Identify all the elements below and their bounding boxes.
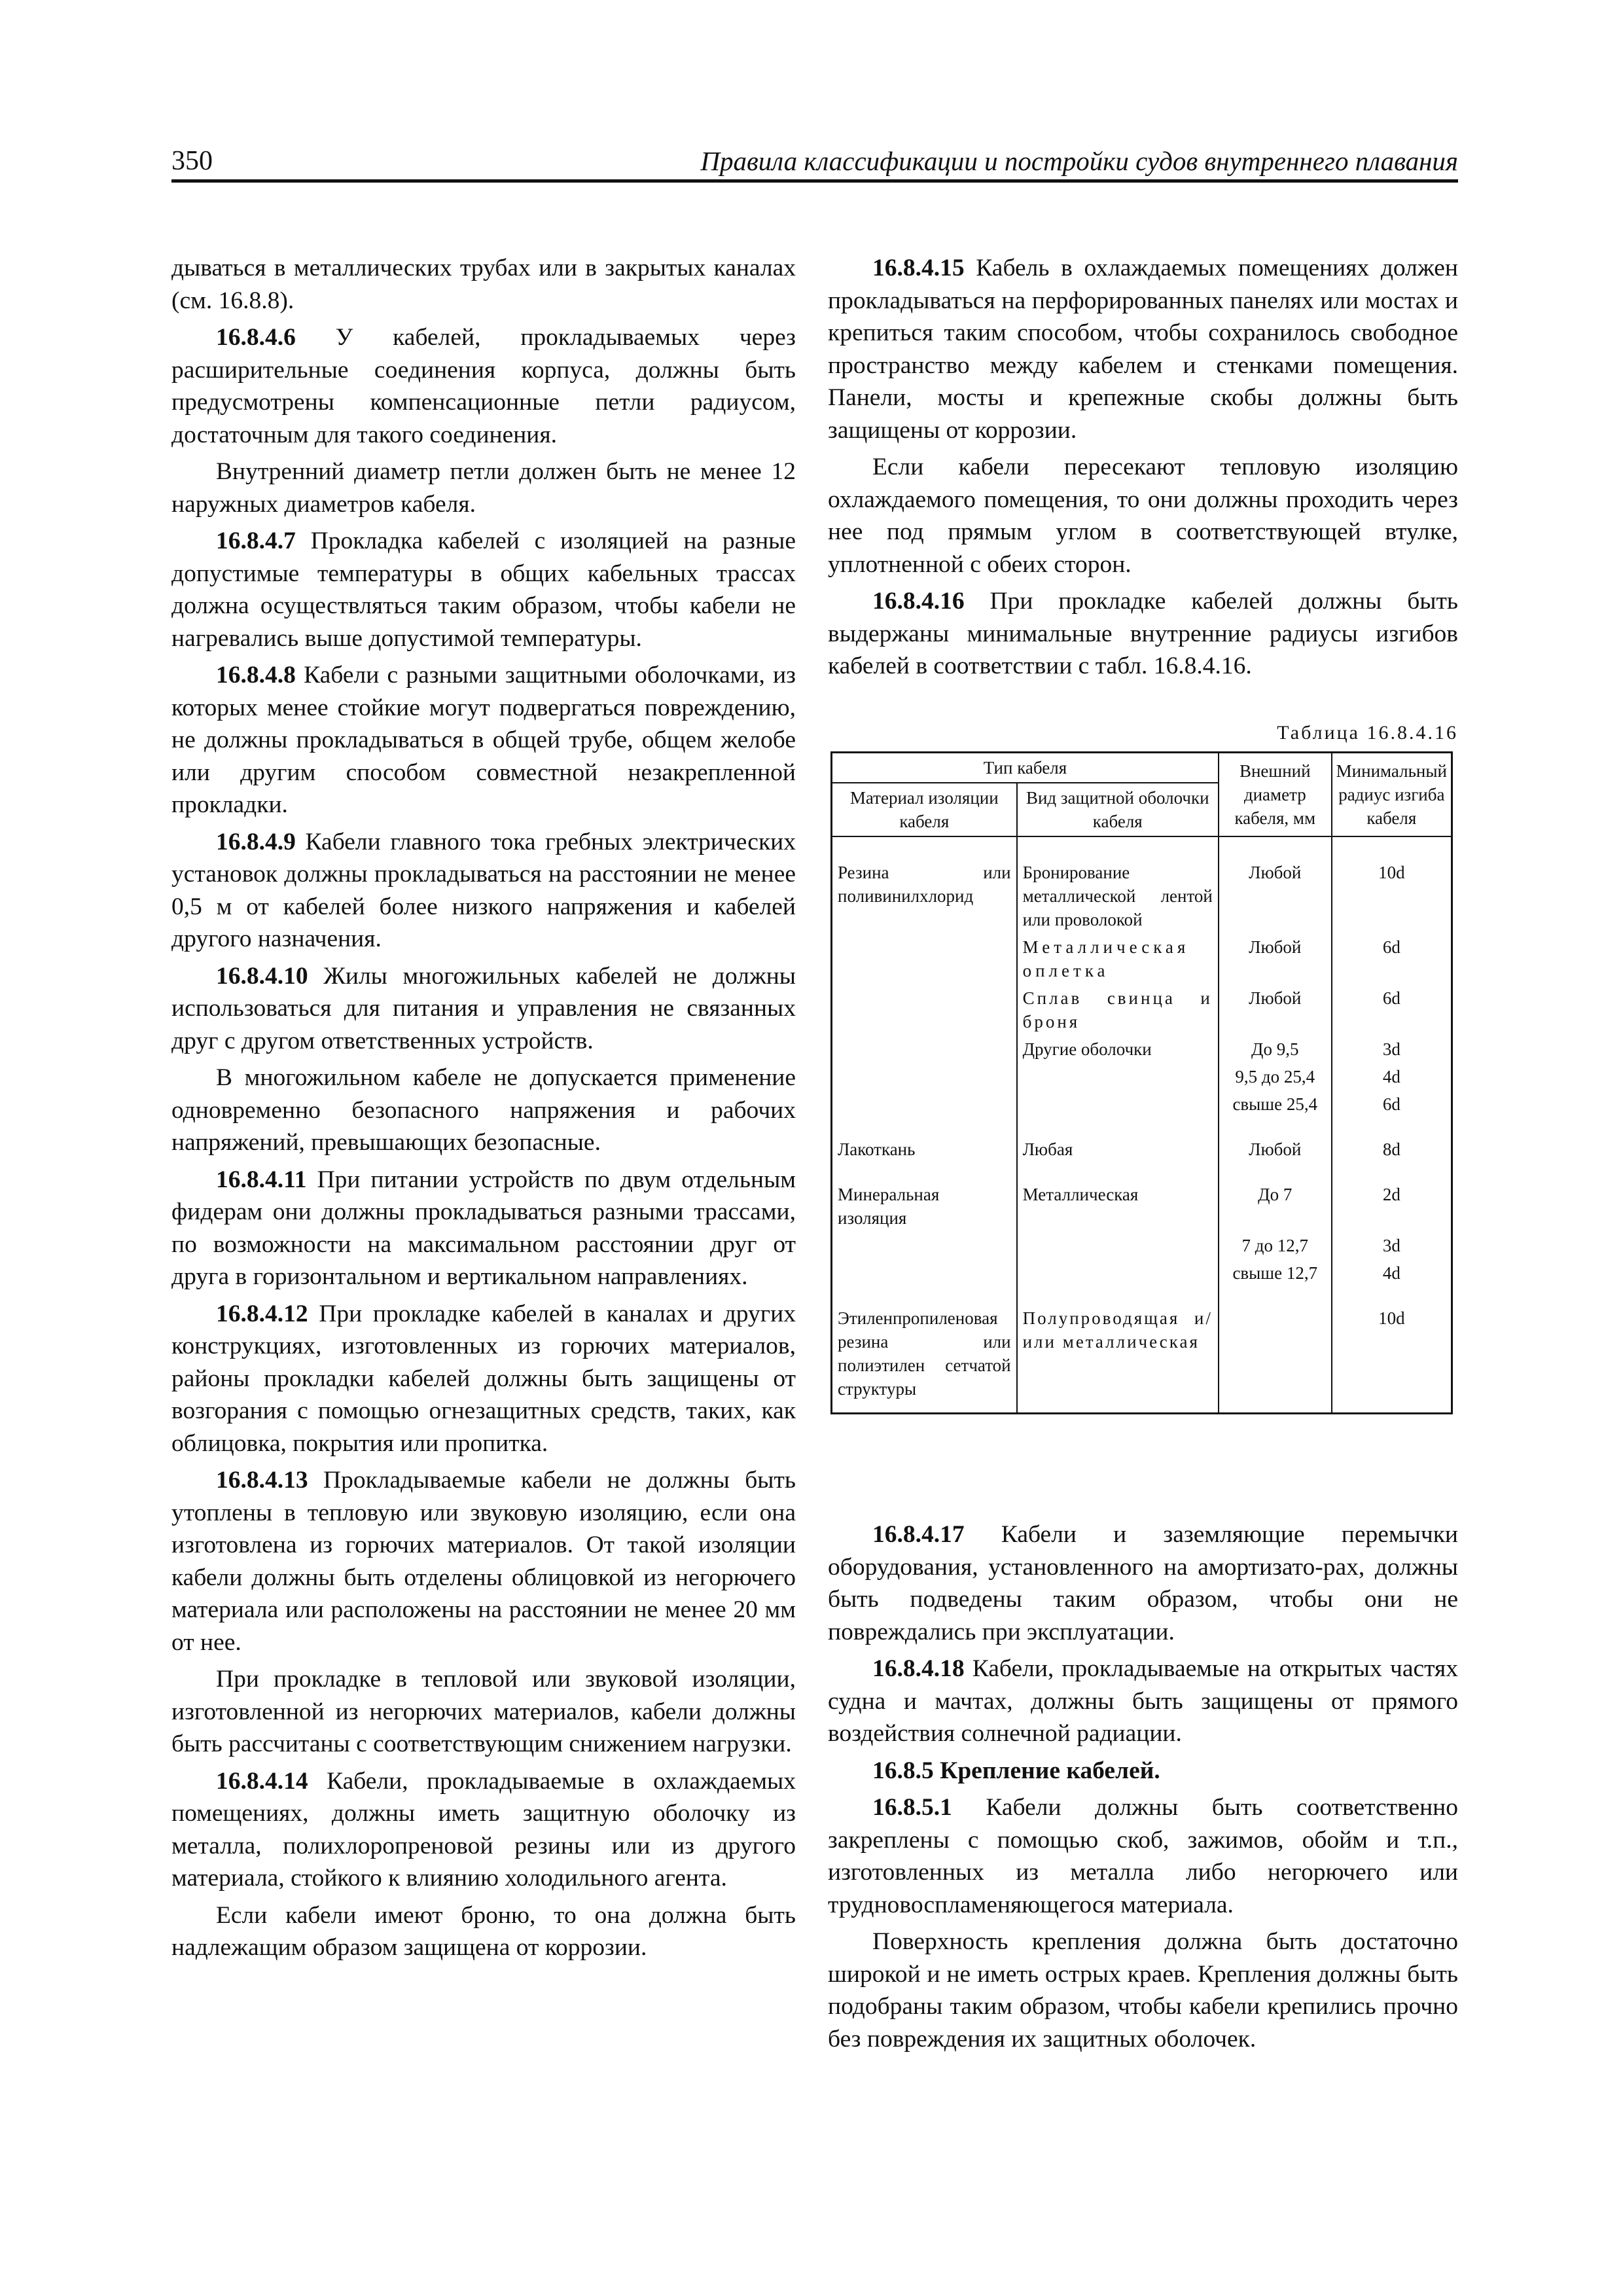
right-column-bottom: [828, 1518, 1458, 2060]
cell-radius: 6d: [1332, 984, 1452, 1035]
cell-sheath: Полупроводящая и/или металлическая: [1017, 1287, 1219, 1414]
page-header: [171, 145, 1458, 179]
cell-sheath: Сплав свинца и броня: [1017, 984, 1219, 1035]
paragraph: 16.8.4.11 При питании устройств по двум отдельным фидерам они должны прокладываться разными трассами, по возможности на максимальном расстоянии друг от друга в горизонтальном и вертикальном направлениях.: [171, 1166, 796, 1290]
paragraph: 16.8.4.9 Кабели главного тока гребных электрических установок должны прокладываться на расстоянии не менее 0,5 м от кабелей более низкого напряжения и кабелей другого назначения.: [171, 828, 796, 952]
cell-radius: 4d: [1332, 1259, 1452, 1287]
cell-diameter: свыше 12,7: [1219, 1259, 1332, 1287]
cell-insulation: Этиленпропиленовая резина или полиэтилен сетчатой структуры: [832, 1287, 1017, 1414]
cell-insulation: [832, 1259, 1017, 1287]
cell-diameter: 7 до 12,7: [1219, 1232, 1332, 1259]
table-row: [832, 836, 1452, 933]
cell-diameter: Любой: [1219, 933, 1332, 984]
clause-number: 16.8.4.9: [216, 828, 296, 855]
cell-diameter: Любой: [1219, 836, 1332, 933]
header-cable-type: Тип кабеля: [832, 753, 1219, 783]
paragraph: 16.8.4.6 У кабелей, прокладываемых через расширительные соединения корпуса, должны быть предусмотрены компенсационные петли радиусом, достаточным для такого соединения.: [171, 324, 796, 448]
clause-number: 16.8.4.7: [216, 528, 296, 554]
clause-number: 16.8.4.8: [216, 662, 296, 689]
cell-diameter: 9,5 до 25,4: [1219, 1063, 1332, 1090]
clause-number: 16.8.5.1: [872, 1794, 952, 1821]
header-rule: [171, 179, 1458, 183]
clause-number: 16.8.4.14: [216, 1767, 308, 1795]
clause-number: 16.8.4.13: [216, 1467, 308, 1494]
paragraph: 16.8.4.8 Кабели с разными защитными оболочками, из которых менее стойкие могут подвергаться повреждению, не должны прокладываться в общей трубе, общем желобе или другим способом совместной незакрепленной прокладки.: [171, 662, 796, 818]
cell-diameter: До 7: [1219, 1163, 1332, 1232]
cell-sheath: [1017, 1232, 1219, 1259]
running-title: Правила классификации и постройки судов внутреннего плавания: [700, 146, 1458, 176]
paragraph: В многожильном кабеле не допускается применение одновременно безопасного напряжения и рабочих напряжений, превышающих безопасные.: [171, 1064, 796, 1156]
header-insulation: Материал изоляции кабеля: [832, 783, 1017, 836]
cell-sheath: Любая: [1017, 1118, 1219, 1163]
table-row: [832, 984, 1452, 1035]
cell-radius: 3d: [1332, 1232, 1452, 1259]
clause-number: 16.8.4.6: [216, 324, 296, 351]
cell-diameter: До 9,5: [1219, 1035, 1332, 1063]
cell-radius: 8d: [1332, 1118, 1452, 1163]
cell-radius: 6d: [1332, 1090, 1452, 1118]
paragraph: 16.8.4.10 Жилы многожильных кабелей не должны использоваться для питания и управления не связанных друг с другом ответственных устройств.: [171, 962, 796, 1054]
clause-number: 16.8.4.10: [216, 962, 308, 990]
table-caption: Таблица 16.8.4.16: [1277, 722, 1458, 744]
cell-radius: 2d: [1332, 1163, 1452, 1232]
paragraph: 16.8.5.1 Кабели должны быть соответственно закреплены с помощью скоб, зажимов, обойм и т.п., изготовленных из металла либо негорючего или трудновоспламеняющегося материала.: [828, 1794, 1458, 1918]
clause-number: 16.8.4.16: [872, 588, 965, 615]
clause-number: 16.8.4.11: [216, 1166, 307, 1193]
cell-insulation: [832, 1035, 1017, 1063]
cell-insulation: [832, 1063, 1017, 1090]
paragraph: Поверхность крепления должна быть достаточно широкой и не иметь острых краев. Крепления должны быть подобраны таким образом, чтобы кабели крепились прочно без повреждения их защитных оболочек.: [828, 1928, 1458, 2053]
paragraph: Если кабели имеют броню, то она должна быть надлежащим образом защищена от коррозии.: [171, 1901, 796, 1961]
section-heading: 16.8.5 Крепление кабелей.: [872, 1757, 1160, 1784]
page-number: 350: [171, 146, 213, 176]
paragraph: Если кабели пересекают тепловую изоляцию охлаждаемого помещения, то они должны проходить через нее под прямым углом в соответствующей втулке, уплотненной с обеих сторон.: [828, 454, 1458, 578]
cell-sheath: [1017, 1259, 1219, 1287]
cell-radius: 4d: [1332, 1063, 1452, 1090]
cell-insulation: [832, 1090, 1017, 1118]
clause-number: 16.8.4.12: [216, 1300, 308, 1327]
cell-diameter: Любой: [1219, 1118, 1332, 1163]
clause-number: 16.8.4.18: [872, 1655, 965, 1682]
paragraph: 16.8.4.15 Кабель в охлаждаемых помещениях должен прокладываться на перфорированных панелях или мостах и крепиться таким способом, чтобы сохранилось свободное пространство между кабелем и стенками помещения. Панели, мосты и крепежные скобы должны быть защищены от коррозии.: [828, 255, 1458, 444]
paragraph: 16.8.4.7 Прокладка кабелей с изоляцией на разные допустимые температуры в общих кабельных трассах должна осуществляться таким образом, чтобы кабели не нагревались выше допустимой температуры.: [171, 528, 796, 652]
cell-diameter: Любой: [1219, 984, 1332, 1035]
header-min-radius: Минимальный радиус изгиба кабеля: [1332, 753, 1452, 837]
paragraph: Внутренний диаметр петли должен быть не менее 12 наружных диаметров кабеля.: [171, 458, 796, 518]
cell-sheath: Другие оболочки: [1017, 1035, 1219, 1063]
table-row: [832, 1163, 1452, 1232]
clause-number: 16.8.4.17: [872, 1521, 965, 1548]
cell-insulation: Резина или поливинилхлорид: [832, 836, 1017, 933]
cell-sheath: Бронирование металлической лентой или проволокой: [1017, 836, 1219, 933]
cell-radius: 10d: [1332, 1287, 1452, 1414]
cell-radius: 10d: [1332, 836, 1452, 933]
table-row: [832, 1287, 1452, 1414]
header-sheath: Вид защитной оболочки кабеля: [1017, 783, 1219, 836]
paragraph: 16.8.4.16 При прокладке кабелей должны быть выдержаны минимальные внутренние радиусы изгибов кабелей в соответствии с табл. 16.8.4.16.: [828, 588, 1458, 679]
cell-sheath: [1017, 1090, 1219, 1118]
bend-radius-table: [830, 751, 1453, 1414]
cell-radius: 6d: [1332, 933, 1452, 984]
paragraph: 16.8.4.18 Кабели, прокладываемые на открытых частях судна и мачтах, должны быть защищены от прямого воздействия солнечной радиации.: [828, 1655, 1458, 1747]
cell-sheath: Металлическая оплетка: [1017, 933, 1219, 984]
cell-diameter: свыше 25,4: [1219, 1090, 1332, 1118]
clause-number: 16.8.4.15: [872, 255, 965, 281]
left-column: [171, 252, 796, 1969]
cell-insulation: [832, 1232, 1017, 1259]
cell-insulation: [832, 933, 1017, 984]
paragraph: 16.8.4.13 Прокладываемые кабели не должны быть утоплены в тепловую или звуковую изоляцию, если она изготовлена из горючих материалов. От такой изоляции кабели должны быть отделены облицовкой из негорючего материала или расположены на расстоянии не менее 20 мм от нее.: [171, 1467, 796, 1656]
cell-insulation: Минеральная изоляция: [832, 1163, 1017, 1232]
cell-diameter: [1219, 1287, 1332, 1414]
table-row: [832, 933, 1452, 984]
table-row: [832, 1232, 1452, 1259]
header-outer-diameter: Внешний диаметр кабеля, мм: [1219, 753, 1332, 837]
paragraph: дываться в металлических трубах или в закрытых каналах (см. 16.8.8).: [171, 255, 796, 314]
paragraph: 16.8.4.14 Кабели, прокладываемые в охлаждаемых помещениях, должны иметь защитную оболочку из металла, полихлоропреновой резины или из другого материала, стойкого к влиянию холодильного агента.: [171, 1767, 796, 1892]
table-row: [832, 1259, 1452, 1287]
cell-sheath: Металлическая: [1017, 1163, 1219, 1232]
paragraph: 16.8.4.12 При прокладке кабелей в каналах и других конструкциях, изготовленных из горючих материалов, районы прокладки кабелей должны быть защищены от возгорания с помощью огнезащитных средств, таких, как облицовка, покрытия или пропитка.: [171, 1300, 796, 1457]
table-row: [832, 1035, 1452, 1063]
paragraph: 16.8.4.17 Кабели и заземляющие перемычки оборудования, установленного на амортизато-рах, должны быть подведены таким образом, чтобы они не повреждались при эксплуатации.: [828, 1521, 1458, 1645]
cell-insulation: Лакоткань: [832, 1118, 1017, 1163]
cell-insulation: [832, 984, 1017, 1035]
cell-sheath: [1017, 1063, 1219, 1090]
table-row: [832, 1118, 1452, 1163]
paragraph: При прокладке в тепловой или звуковой изоляции, изготовленной из негорючих материалов, кабели должны быть рассчитаны с соответствующим снижением нагрузки.: [171, 1666, 796, 1757]
right-column-top: [828, 252, 1458, 687]
table-row: [832, 1063, 1452, 1090]
cell-radius: 3d: [1332, 1035, 1452, 1063]
table-row: [832, 1090, 1452, 1118]
